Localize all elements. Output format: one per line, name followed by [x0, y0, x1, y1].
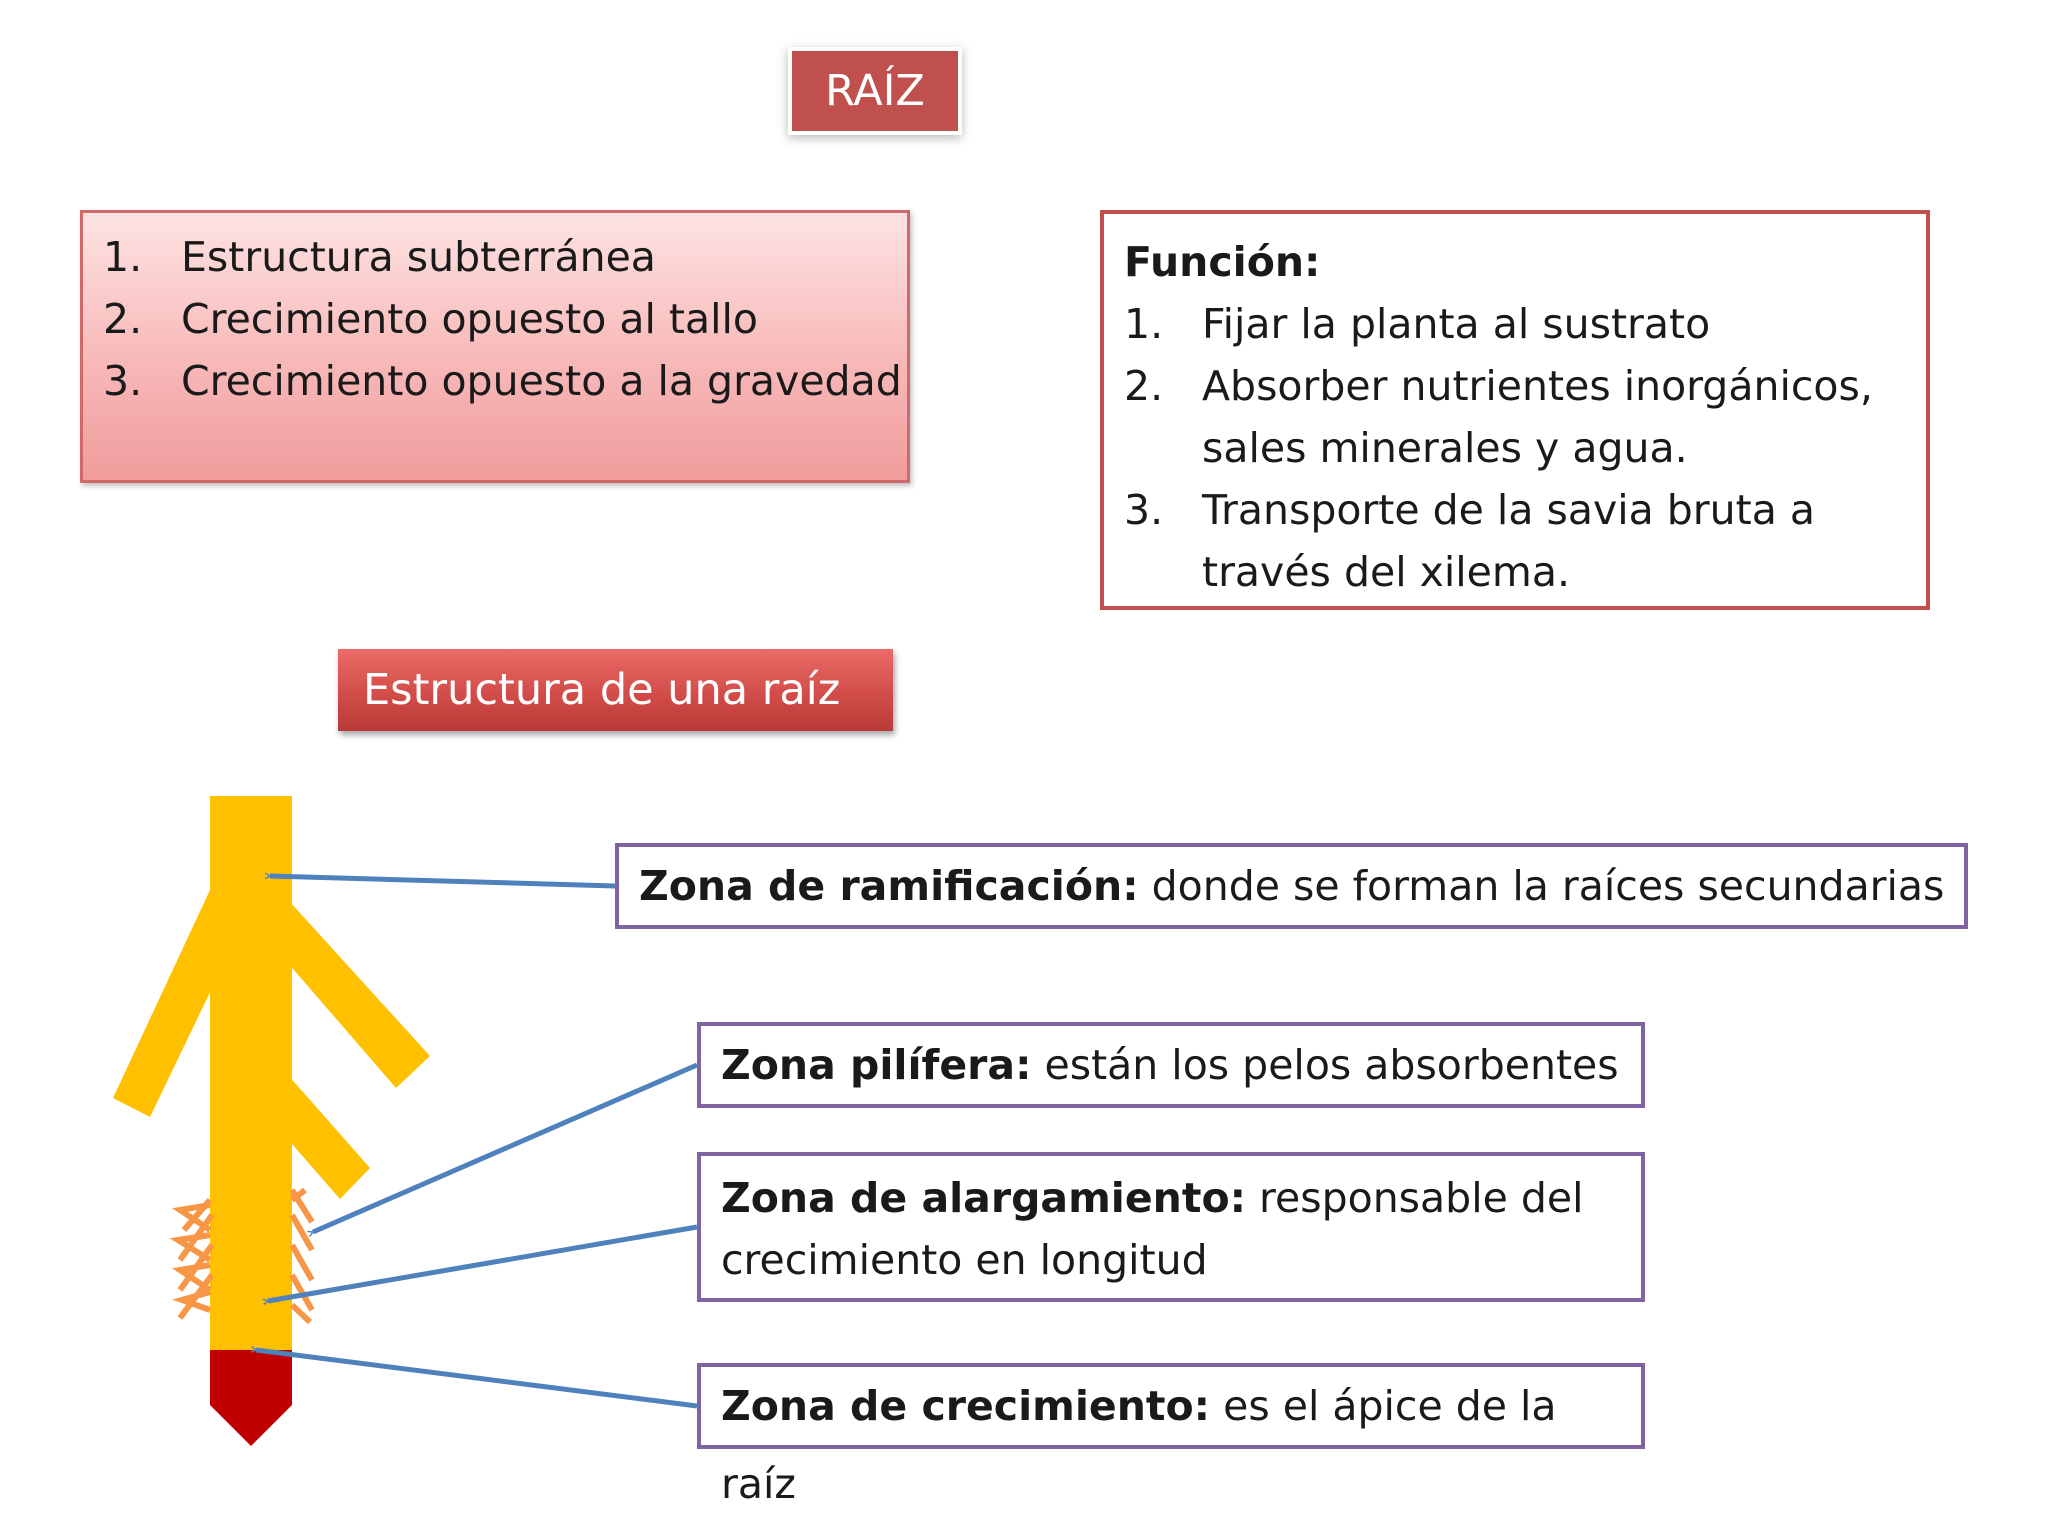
zone-label: Zona pilífera: — [721, 1041, 1032, 1089]
root-tip — [210, 1350, 292, 1446]
list-text: Estructura subterránea — [181, 233, 656, 281]
list-text: Absorber nutrientes inorgánicos, sales minerales y agua. — [1202, 362, 1873, 472]
list-number: 3. — [1124, 486, 1164, 534]
root-shape — [113, 796, 430, 1446]
list-text: Crecimiento opuesto a la gravedad — [181, 357, 902, 405]
zone-description: donde se forman la raíces secundarias — [1138, 862, 1945, 910]
arrow-ramificacion — [270, 876, 615, 886]
zone-alargamiento-box — [697, 1152, 1645, 1302]
zone-description: es el ápice de la raíz — [721, 1382, 1557, 1508]
zone-description: están los pelos absorbentes — [1031, 1041, 1619, 1089]
list-text: Fijar la planta al sustrato — [1202, 300, 1711, 348]
zone-pilifera-box — [697, 1022, 1645, 1108]
list-number: 2. — [1124, 362, 1164, 410]
list-number: 1. — [103, 233, 143, 281]
arrow-alargamiento — [268, 1227, 697, 1301]
list-text: Transporte de la savia bruta a través del xilema. — [1202, 486, 1815, 596]
zone-description: responsable del crecimiento en longitud — [721, 1174, 1584, 1284]
page-title: RAÍZ — [792, 51, 958, 131]
main-root — [210, 796, 292, 1350]
zone-crecimiento-box — [697, 1363, 1645, 1508]
structure-heading: Estructura de una raíz — [338, 649, 893, 731]
function-heading: Función: — [1124, 238, 1321, 286]
list-number: 2. — [103, 295, 143, 343]
zone-label: Zona de alargamiento: — [721, 1174, 1247, 1222]
arrow-pilifera — [313, 1065, 697, 1232]
zone-label: Zona de crecimiento: — [721, 1382, 1211, 1430]
list-number: 3. — [103, 357, 143, 405]
list-number: 1. — [1124, 300, 1164, 348]
arrow-crecimiento — [256, 1350, 697, 1406]
list-text: Crecimiento opuesto al tallo — [181, 295, 758, 343]
zone-ramificacion-box — [615, 843, 1968, 929]
zone-label: Zona de ramificación: — [639, 862, 1139, 910]
